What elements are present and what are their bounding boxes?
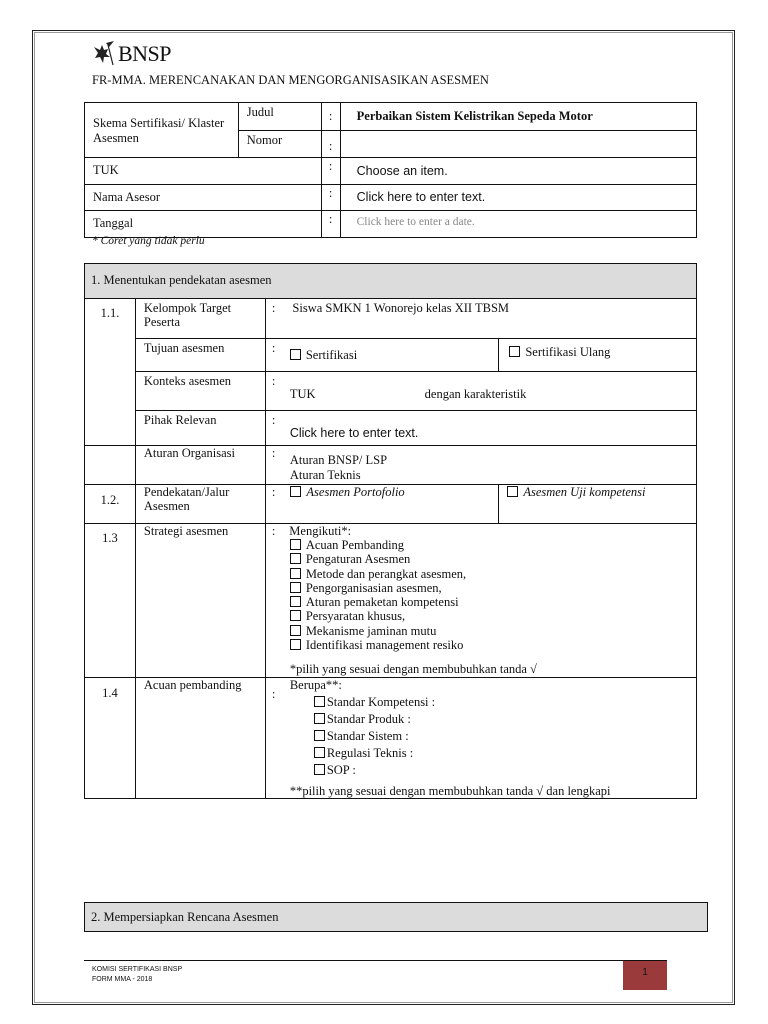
tujuan-opt2-cell xyxy=(499,339,697,372)
asesor-input[interactable]: Click here to enter text. xyxy=(340,185,696,211)
acuan-item: Regulasi Teknis : xyxy=(314,745,435,762)
coret-note: * Coret yang tidak perlu xyxy=(92,235,205,247)
strategi-item: Pengaturan Asesmen xyxy=(290,552,696,566)
tuk-colon: : xyxy=(321,158,340,185)
judul-value[interactable]: Perbaikan Sistem Kelistrikan Sepeda Motor xyxy=(340,103,696,131)
aturan-line-2: Aturan Teknis xyxy=(289,468,361,482)
form-title: FR-MMA. MERENCANAKAN DAN MENGORGANISASIKAN ASESMEN xyxy=(92,73,489,87)
konteks-tuk: TUK xyxy=(289,387,316,401)
tuk-label: TUK xyxy=(85,158,322,185)
tuk-select[interactable]: Choose an item. xyxy=(340,158,696,185)
nomor-label: Nomor xyxy=(238,131,321,158)
pendekatan-opt1-cell xyxy=(265,485,499,524)
sertifikasi-checkbox[interactable] xyxy=(290,349,301,360)
portofolio-label: Asesmen Portofolio xyxy=(306,485,405,499)
header-table xyxy=(84,102,697,238)
aturan-number-cell xyxy=(85,446,136,485)
acuan-item: SOP : xyxy=(314,762,435,779)
pihak-colon: : xyxy=(271,413,276,427)
acuan-item: Standar Kompetensi : xyxy=(314,694,435,711)
acuan-intro: Berupa**: xyxy=(289,677,342,692)
strategi-checkbox[interactable] xyxy=(290,596,301,607)
footer-line-2: FORM MMA - 2018 xyxy=(92,976,153,983)
strategi-item: Metode dan perangkat asesmen, xyxy=(290,567,696,581)
strategi-checkbox[interactable] xyxy=(290,539,301,550)
sertifikasi-label: Sertifikasi xyxy=(305,348,358,362)
pendekatan-opt2-cell xyxy=(499,485,697,524)
acuan-checkbox[interactable] xyxy=(314,730,325,741)
judul-label: Judul xyxy=(238,103,321,131)
acuan-checkbox[interactable] xyxy=(314,764,325,775)
konteks-colon: : xyxy=(271,374,276,388)
bnsp-logo xyxy=(92,40,171,68)
row-1-3-number: 1.3 xyxy=(85,524,136,678)
portofolio-checkbox[interactable] xyxy=(290,486,301,497)
uji-kompetensi-label: Asesmen Uji kompetensi xyxy=(523,485,646,499)
pendekatan-label: Pendekatan/Jalur Asesmen xyxy=(135,485,265,524)
footer-divider xyxy=(84,960,667,961)
strategi-item: Acuan Pembanding xyxy=(290,538,696,552)
kelompok-cell xyxy=(265,299,696,339)
acuan-item: Standar Produk : xyxy=(314,711,435,728)
garuda-logo-icon xyxy=(92,41,116,67)
row-1-1-number: 1.1. xyxy=(85,299,136,446)
sertifikasi-ulang-label: Sertifikasi Ulang xyxy=(525,345,611,359)
acuan-checkbox[interactable] xyxy=(314,747,325,758)
tujuan-label: Tujuan asesmen xyxy=(135,339,265,372)
kelompok-colon: : xyxy=(271,301,276,315)
strategi-item: Persyaratan khusus, xyxy=(290,609,696,623)
pihak-input[interactable]: Click here to enter text. xyxy=(289,426,419,440)
strategi-checkbox[interactable] xyxy=(290,610,301,621)
aturan-line-1: Aturan BNSP/ LSP xyxy=(289,453,388,467)
acuan-colon: : xyxy=(271,686,276,701)
strategi-item: Mekanisme jaminan mutu xyxy=(290,624,696,638)
strategi-checkbox[interactable] xyxy=(290,639,301,650)
acuan-note: **pilih yang sesuai dengan membubuhkan tanda √ dan lengkapi xyxy=(289,783,611,798)
row-1-4-number: 1.4 xyxy=(85,677,136,798)
nomor-colon: : xyxy=(321,131,340,158)
strategi-item: Aturan pemaketan kompetensi xyxy=(290,595,696,609)
acuan-checkbox[interactable] xyxy=(314,696,325,707)
strategi-checkbox[interactable] xyxy=(290,625,301,636)
pihak-label: Pihak Relevan xyxy=(135,411,265,446)
strategi-cell xyxy=(265,524,696,678)
strategi-label: Strategi asesmen xyxy=(135,524,265,678)
strategi-colon: : xyxy=(271,524,276,538)
acuan-checkbox[interactable] xyxy=(314,713,325,724)
tujuan-colon: : xyxy=(271,341,276,355)
footer-text xyxy=(92,965,182,985)
page-number: 1 xyxy=(623,961,667,990)
logo-text: BNSP xyxy=(118,41,172,66)
strategi-checkbox[interactable] xyxy=(290,568,301,579)
strategi-item: Pengorganisasian asesmen, xyxy=(290,581,696,595)
pihak-cell xyxy=(265,411,696,446)
strategi-checkbox[interactable] xyxy=(290,553,301,564)
nomor-value[interactable] xyxy=(340,131,696,158)
acuan-item: Standar Sistem : xyxy=(314,728,435,745)
pendekatan-colon: : xyxy=(271,485,276,499)
konteks-cell xyxy=(265,372,696,411)
asesor-colon: : xyxy=(321,185,340,211)
tanggal-colon: : xyxy=(321,211,340,238)
tujuan-opt1-cell xyxy=(265,339,499,372)
row-1-2-number: 1.2. xyxy=(85,485,136,524)
acuan-cell xyxy=(265,677,696,798)
section1-title: 1. Menentukan pendekatan asesmen xyxy=(85,264,697,299)
acuan-label: Acuan pembanding xyxy=(135,677,265,798)
aturan-label: Aturan Organisasi xyxy=(135,446,265,485)
tanggal-date-picker[interactable]: Click here to enter a date. xyxy=(340,211,696,238)
aturan-colon: : xyxy=(271,446,276,460)
section1-table xyxy=(84,263,697,799)
judul-colon: : xyxy=(321,103,340,131)
tanggal-label: Tanggal xyxy=(85,211,322,238)
skema-label: Skema Sertifikasi/ Klaster Asesmen xyxy=(85,103,239,158)
strategi-intro: Mengikuti*: xyxy=(289,524,352,538)
sertifikasi-ulang-checkbox[interactable] xyxy=(509,346,520,357)
section2-title: 2. Mempersiapkan Rencana Asesmen xyxy=(84,902,708,932)
strategi-item: Identifikasi management resiko xyxy=(290,638,696,652)
uji-kompetensi-checkbox[interactable] xyxy=(507,486,518,497)
aturan-cell xyxy=(265,446,696,485)
konteks-label: Konteks asesmen xyxy=(135,372,265,411)
asesor-label: Nama Asesor xyxy=(85,185,322,211)
konteks-karakteristik: dengan karakteristik xyxy=(424,387,527,401)
kelompok-label: Kelompok Target Peserta xyxy=(135,299,265,339)
strategi-note: *pilih yang sesuai dengan membubuhkan tanda √ xyxy=(289,662,537,677)
footer-line-1: KOMISI SERTIFIKASI BNSP xyxy=(92,966,183,973)
kelompok-value[interactable]: Siswa SMKN 1 Wonorejo kelas XII TBSM xyxy=(292,301,510,315)
strategi-checkbox[interactable] xyxy=(290,582,301,593)
